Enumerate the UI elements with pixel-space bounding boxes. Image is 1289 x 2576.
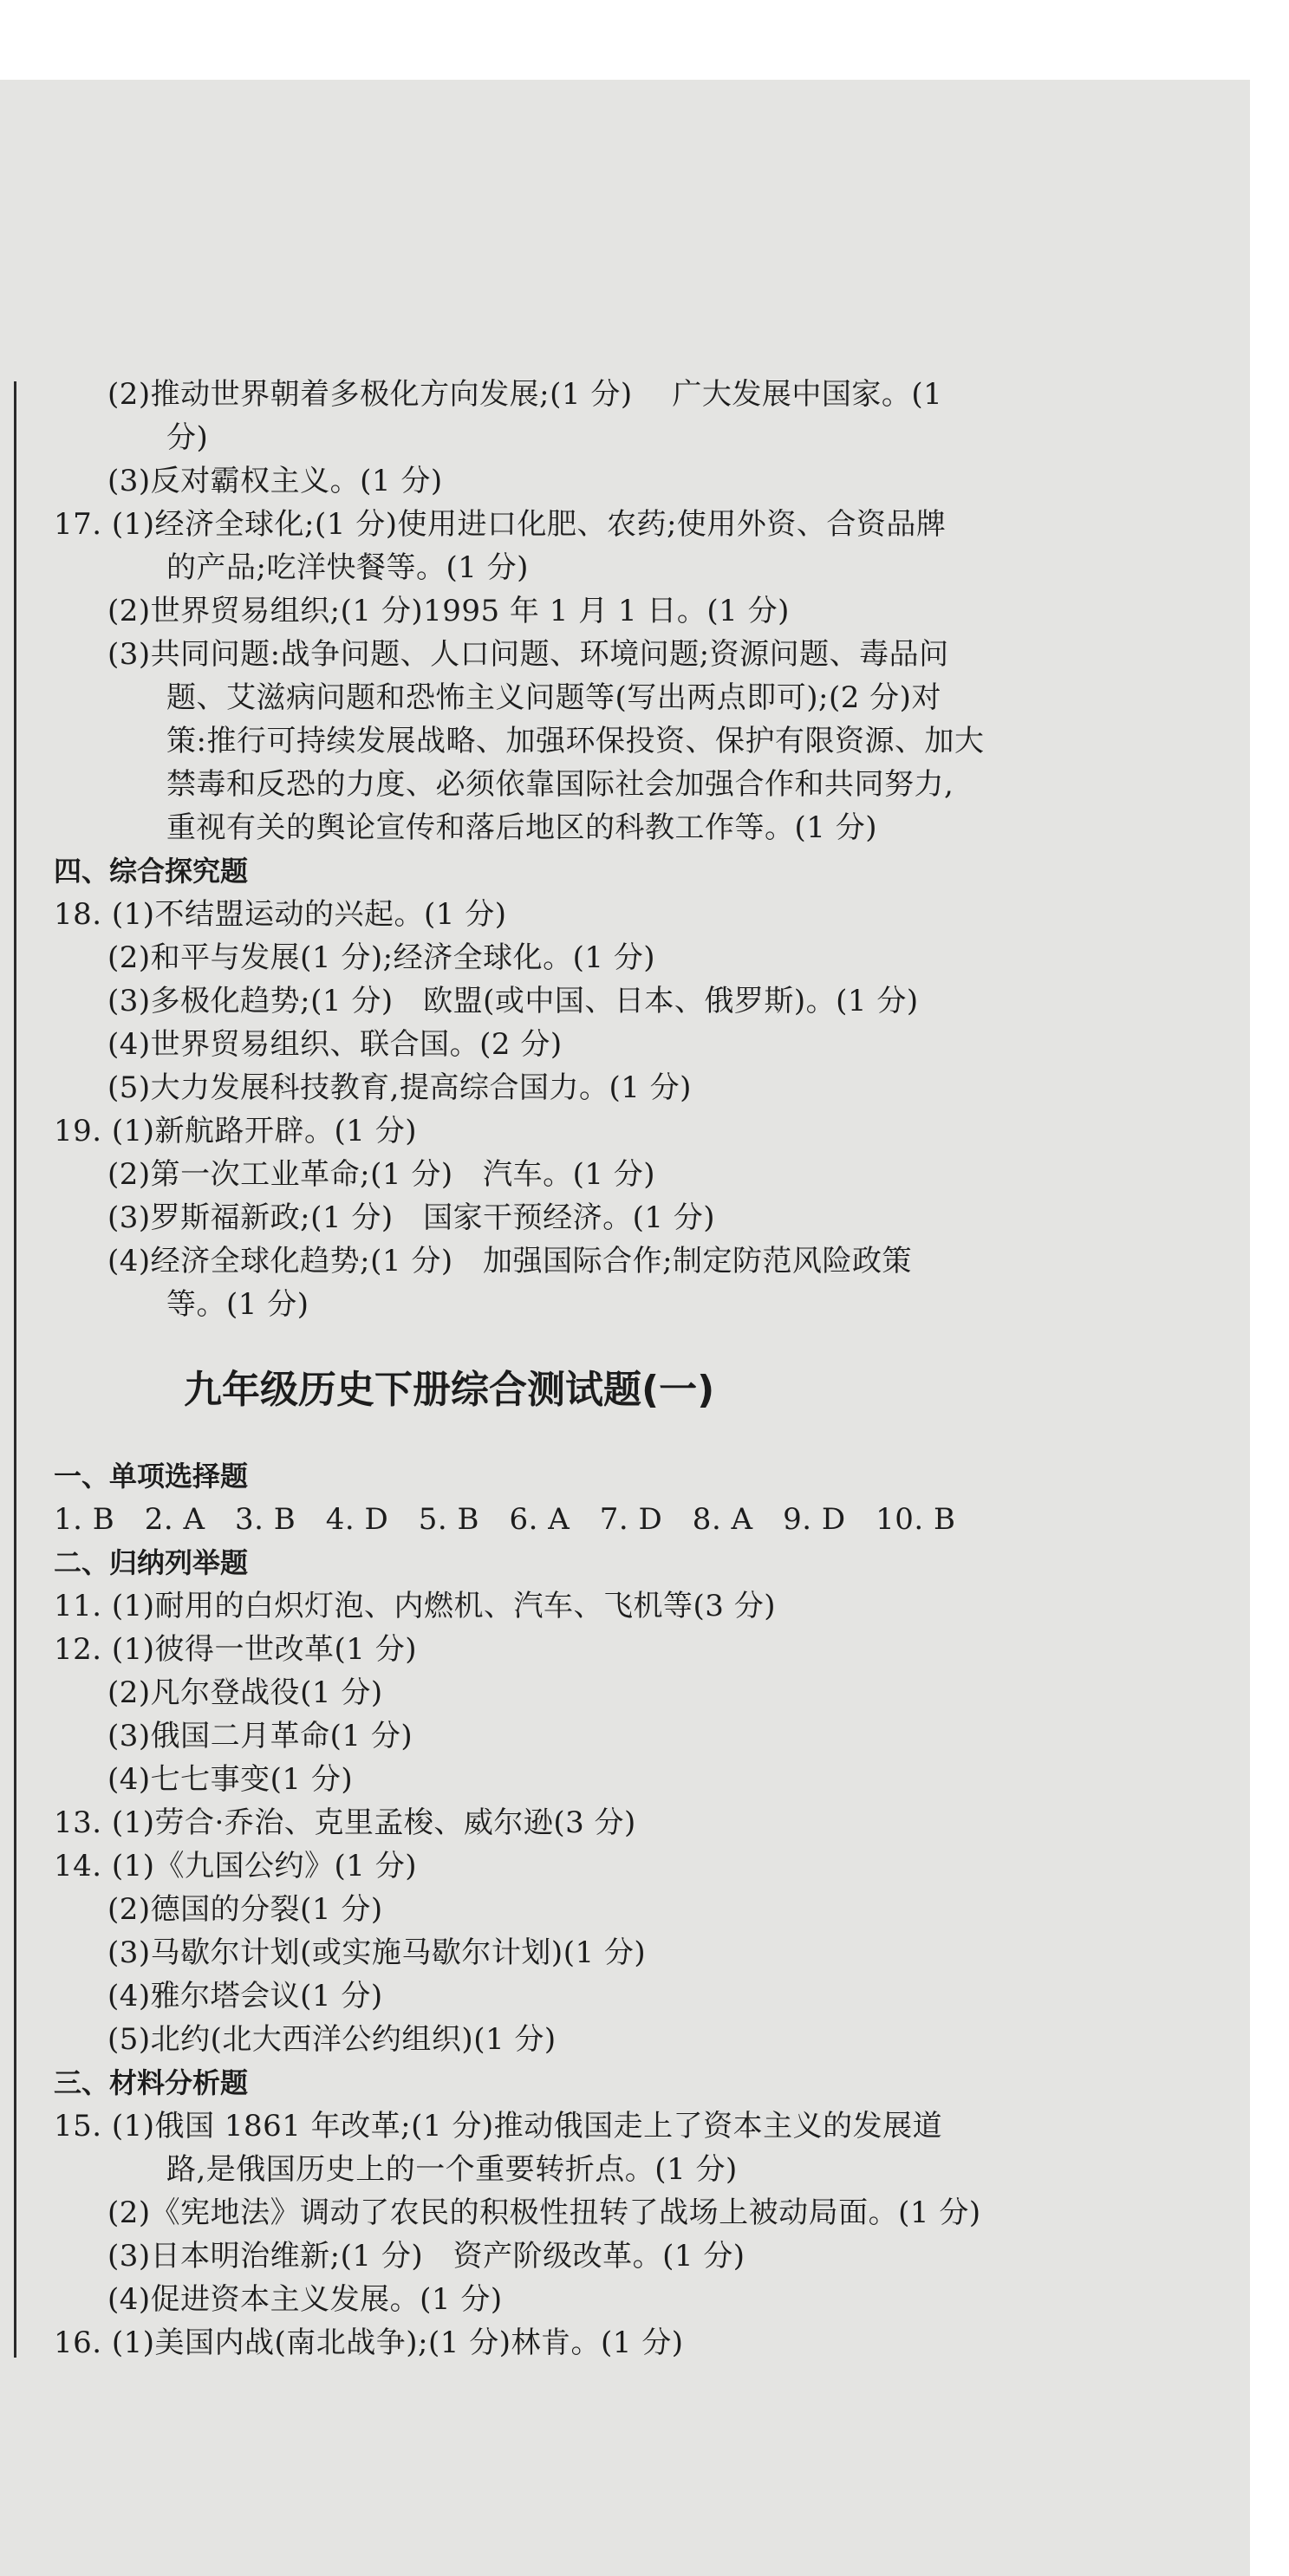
answer-line: 策:推行可持续发展战略、加强环保投资、保护有限资源、加大 [166,724,985,758]
section-heading: 二、归纳列举题 [54,1546,249,1579]
answer-line: (3)共同问题:战争问题、人口问题、环境问题;资源问题、毒品问 [107,637,949,672]
answer-line: 16. (1)美国内战(南北战争);(1 分)林肯。(1 分) [54,2326,684,2360]
answer-line: 14. (1)《九国公约》(1 分) [54,1849,418,1883]
answer-line: (2)凡尔登战役(1 分) [107,1675,383,1710]
answer-line: (3)反对霸权主义。(1 分) [107,464,443,498]
answer-line: (4)雅尔塔会议(1 分) [107,1979,383,2013]
answer-line: 1. B 2. A 3. B 4. D 5. B 6. A 7. D 8. A 9. D 10. B [54,1502,956,1537]
answer-line: (5)北约(北大西洋公约组织)(1 分) [107,2022,557,2057]
answer-line: 11. (1)耐用的白炽灯泡、内燃机、汽车、飞机等(3 分) [54,1589,777,1623]
answer-line: (3)马歇尔计划(或实施马歇尔计划)(1 分) [107,1935,647,1970]
answer-line: 17. (1)经济全球化;(1 分)使用进口化肥、农药;使用外资、合资品牌 [54,507,947,542]
answer-line: (4)世界贸易组织、联合国。(2 分) [107,1027,563,1062]
answer-line: 禁毒和反恐的力度、必须依靠国际社会加强合作和共同努力, [166,767,954,802]
answer-line: (4)七七事变(1 分) [107,1762,354,1797]
answers-part-two [54,1454,981,2365]
answer-line: (2)《宪地法》调动了农民的积极性扭转了战场上被动局面。(1 分) [107,2195,981,2230]
answer-line: 分) [166,420,209,455]
answer-line: (2)和平与发展(1 分);经济全球化。(1 分) [107,940,656,975]
answer-line: 12. (1)彼得一世改革(1 分) [54,1632,418,1667]
answer-line: 等。(1 分) [166,1287,309,1322]
answer-line: 18. (1)不结盟运动的兴起。(1 分) [54,897,507,932]
answer-line: (5)大力发展科技教育,提高综合国力。(1 分) [107,1070,692,1105]
section-heading: 四、综合探究题 [54,855,249,888]
answer-line: (3)俄国二月革命(1 分) [107,1719,413,1753]
answer-line: (3)罗斯福新政;(1 分) 国家干预经济。(1 分) [107,1200,716,1235]
answer-line: 15. (1)俄国 1861 年改革;(1 分)推动俄国走上了资本主义的发展道 [54,2109,943,2143]
answers-part-one [54,373,985,1326]
answer-line: 重视有关的舆论宣传和落后地区的科教工作等。(1 分) [166,810,877,845]
answer-content [54,373,985,2365]
answer-line: 19. (1)新航路开辟。(1 分) [54,1114,418,1148]
answer-line: (2)德国的分裂(1 分) [107,1892,383,1927]
answer-line: 路,是俄国历史上的一个重要转折点。(1 分) [166,2152,738,2187]
answer-line: (2)推动世界朝着多极化方向发展;(1 分) 广大发展中国家。(1 [107,377,943,412]
answer-line: (3)日本明治维新;(1 分) 资产阶级改革。(1 分) [107,2239,745,2274]
answer-line: 13. (1)劳合·乔治、克里孟梭、威尔逊(3 分) [54,1805,636,1840]
answer-line: (4)经济全球化趋势;(1 分) 加强国际合作;制定防范风险政策 [107,1244,913,1278]
margin-rule [14,381,16,2358]
answer-line: (3)多极化趋势;(1 分) 欧盟(或中国、日本、俄罗斯)。(1 分) [107,984,919,1018]
answer-line: 题、艾滋病问题和恐怖主义问题等(写出两点即可);(2 分)对 [166,680,941,715]
answer-line: 的产品;吃洋快餐等。(1 分) [166,550,529,585]
answer-line: (2)第一次工业革命;(1 分) 汽车。(1 分) [107,1157,656,1192]
section-heading: 三、材料分析题 [54,2066,249,2099]
section-heading: 一、单项选择题 [54,1460,249,1493]
test-title: 九年级历史下册综合测试题(一) [184,1368,715,1412]
answer-line: (4)促进资本主义发展。(1 分) [107,2282,503,2317]
answer-line: (2)世界贸易组织;(1 分)1995 年 1 月 1 日。(1 分) [107,594,790,628]
